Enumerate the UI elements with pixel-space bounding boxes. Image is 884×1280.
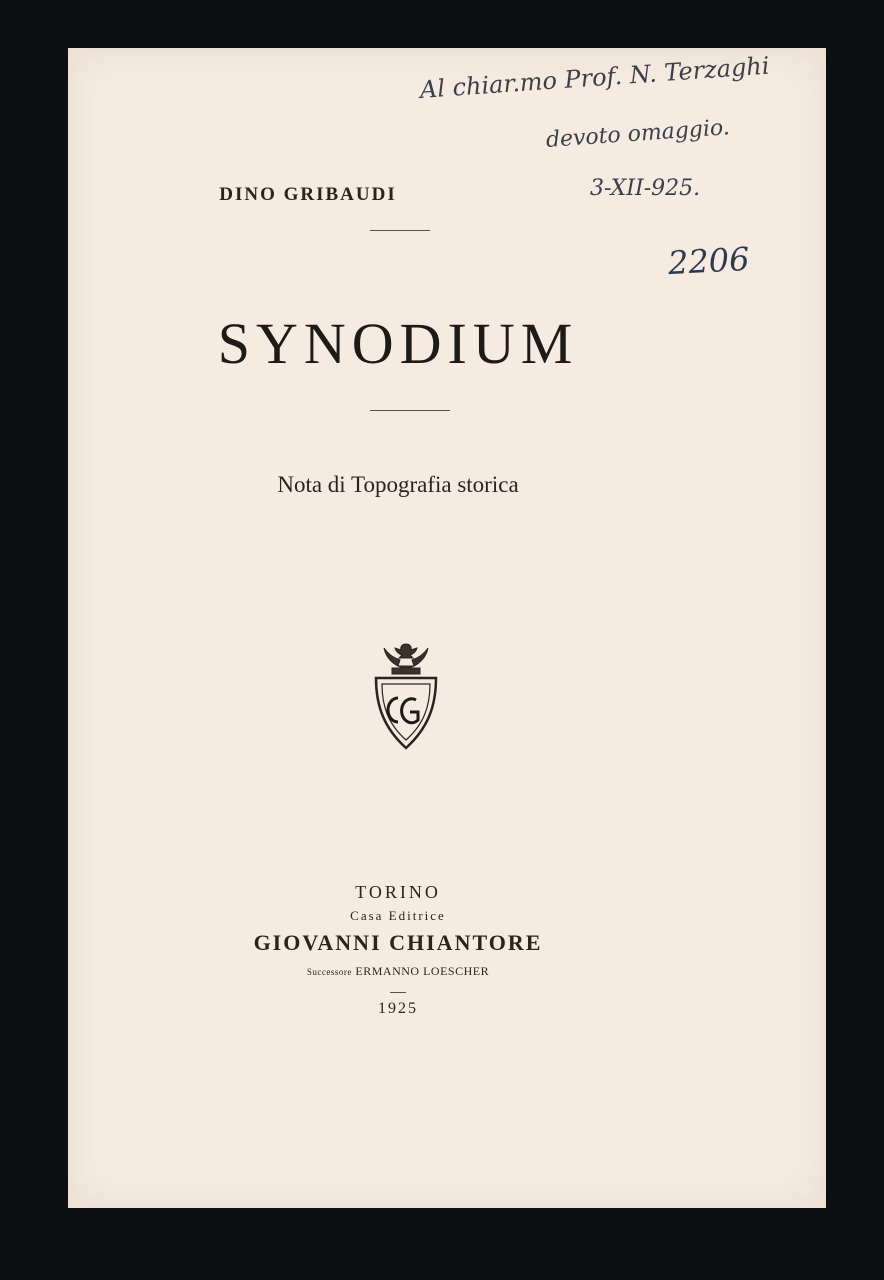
author-name: DINO GRIBAUDI [219, 184, 397, 205]
inventory-number: 2206 [667, 239, 751, 283]
imprint-year: 1925 [378, 1000, 418, 1017]
imprint-successor-name: ERMANNO LOESCHER [355, 964, 490, 978]
eagle-crest-icon [368, 638, 444, 754]
imprint-successor-prefix: Successore [306, 967, 352, 977]
book-subtitle: Nota di Topografia storica [277, 472, 519, 497]
handwritten-dedication-line1: Al chiar.mo Prof. N. Terzaghi [419, 51, 771, 104]
handwritten-date: 3-XII-925. [590, 176, 701, 201]
divider-rule [390, 992, 406, 993]
book-cover [68, 48, 826, 1208]
book-title: SYNODIUM [217, 311, 579, 376]
divider-rule [370, 230, 430, 231]
divider-rule [370, 410, 450, 411]
imprint-successor [198, 964, 598, 979]
imprint-city: TORINO [355, 882, 441, 902]
imprint-house-label: Casa Editrice [350, 908, 446, 923]
handwritten-dedication-line2: devoto omaggio. [545, 115, 731, 153]
imprint-publisher: GIOVANNI CHIANTORE [253, 930, 543, 955]
